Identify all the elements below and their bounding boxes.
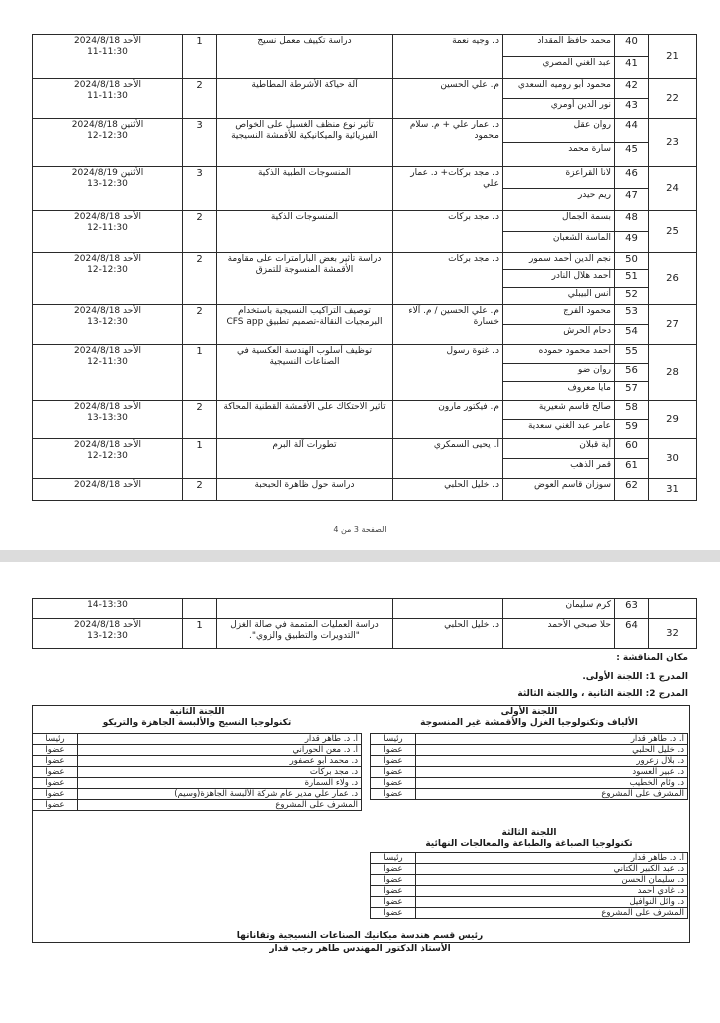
student-name: نجم الدين أحمد سمور <box>503 253 615 270</box>
member-role: عضواً <box>33 789 78 800</box>
group-number: 24 <box>649 167 697 211</box>
student-number: 61 <box>615 458 649 478</box>
student-number: 48 <box>615 211 649 232</box>
date-time <box>33 619 183 649</box>
committee-number: 2 <box>183 400 217 438</box>
group-number: 22 <box>649 79 697 119</box>
member-name: المشرف على المشروع <box>416 789 688 800</box>
student-number: 50 <box>615 253 649 270</box>
hall-1: المدرج 1: اللجنة الأولى. <box>582 672 688 682</box>
group-number: 30 <box>649 438 697 478</box>
committee-member-row <box>33 778 362 789</box>
committee-number: 3 <box>183 167 217 211</box>
group-number: 31 <box>649 478 697 500</box>
member-role: عضواً <box>33 767 78 778</box>
member-role: عضواً <box>371 778 416 789</box>
date: الأحد 2024/8/18 <box>74 345 141 356</box>
committee-1-table <box>370 733 688 800</box>
member-role: رئيساً <box>371 734 416 745</box>
committee-member-row <box>371 778 688 789</box>
time: 13-12:30 <box>87 631 128 641</box>
committee-number: 2 <box>183 304 217 344</box>
project-title <box>217 599 393 619</box>
member-name: أ. د. معن الحوراني <box>78 745 362 756</box>
student-name: ريم حيدر <box>503 189 615 211</box>
group-number: 23 <box>649 119 697 167</box>
member-name: أ. د. طاهر قدار <box>78 734 362 745</box>
date: الأحد 2024/8/18 <box>74 305 141 316</box>
committee-2-table <box>32 733 362 811</box>
student-number: 54 <box>615 324 649 344</box>
member-name: المشرف على المشروع <box>416 908 688 919</box>
student-name: محمد حافظ المقداد <box>503 35 615 57</box>
time: 12-11:30 <box>87 223 128 233</box>
student-name: حلا صبحي الأحمد <box>503 619 615 649</box>
student-number: 57 <box>615 382 649 401</box>
student-name: الماسة الشعبان <box>503 232 615 253</box>
student-number: 51 <box>615 270 649 287</box>
table-row <box>33 304 697 324</box>
committee-member-row <box>371 864 688 875</box>
student-number: 58 <box>615 400 649 419</box>
student-number: 40 <box>615 35 649 57</box>
supervisor: د. مجد بركات <box>393 253 503 305</box>
committee-member-row <box>371 789 688 800</box>
committee-member-row <box>33 734 362 745</box>
supervisor: د. خليل الحلبي <box>393 619 503 649</box>
schedule-table <box>32 34 697 501</box>
project-title: دراسة حول ظاهرة الحبحبة <box>217 478 393 500</box>
date: الأثنين 2024/8/19 <box>71 168 144 178</box>
student-name: دحام الحرش <box>503 324 615 344</box>
date: الأحد 2024/8/18 <box>74 401 141 412</box>
member-name: د. عبير العسود <box>416 767 688 778</box>
committee-member-row <box>33 745 362 756</box>
date: الأحد 2024/8/18 <box>74 254 141 264</box>
date: الأحد 2024/8/18 <box>74 36 141 46</box>
date-time <box>33 35 183 79</box>
student-number: 49 <box>615 232 649 253</box>
student-number: 52 <box>615 287 649 304</box>
page-number: الصفحة 3 من 4 <box>333 525 387 534</box>
member-name: د. ولاء السمارة <box>78 778 362 789</box>
student-number: 56 <box>615 363 649 382</box>
member-role: عضواً <box>33 745 78 756</box>
committee-member-row <box>371 745 688 756</box>
member-name: د. وئام الخطيب <box>416 778 688 789</box>
table-row <box>33 79 697 99</box>
table-row <box>33 253 697 270</box>
member-name: د. غادي أحمد <box>416 886 688 897</box>
committee-3-heading: اللجنة الثالثة تكنولوجيا الصباغة والطباعة والمعالجات النهائية <box>425 828 633 849</box>
schedule-table-continued <box>32 598 697 649</box>
date-time <box>33 119 183 167</box>
student-number: 47 <box>615 189 649 211</box>
committee-number: 1 <box>183 619 217 649</box>
committee-number: 2 <box>183 79 217 119</box>
student-name: أحمد محمود حموده <box>503 344 615 363</box>
member-name: د. خليل الحلبي <box>416 745 688 756</box>
time: 13-13:30 <box>87 412 128 423</box>
member-role: عضواً <box>371 864 416 875</box>
member-name: د. عمار علي مدير عام شركة الألبسة الجاهزة(وسيم) <box>78 789 362 800</box>
table-row <box>33 619 697 649</box>
committee-3-table <box>370 852 688 919</box>
committee-member-row <box>371 767 688 778</box>
student-name: آية قبلان <box>503 438 615 458</box>
table-row <box>33 211 697 232</box>
project-title: آلة حياكة الأشرطة المطاطية <box>217 79 393 119</box>
student-name: مايا معروف <box>503 382 615 401</box>
student-number: 46 <box>615 167 649 189</box>
student-number: 42 <box>615 79 649 99</box>
date-time <box>33 79 183 119</box>
member-name: د. محمد أبو عصفور <box>78 756 362 767</box>
student-number: 59 <box>615 419 649 438</box>
student-name: صالح قاسم شعيرية <box>503 400 615 419</box>
time: 11-11:30 <box>87 47 128 57</box>
student-number: 44 <box>615 119 649 143</box>
member-name: أ. د. طاهر قدار <box>416 853 688 864</box>
table-row <box>33 167 697 189</box>
date-time <box>33 253 183 305</box>
member-role: عضواً <box>371 897 416 908</box>
supervisor: د. غنوة رسول <box>393 344 503 400</box>
student-name: أنس البيبلي <box>503 287 615 304</box>
project-title: تأثير نوع منظف الغسيل على الخواص الفيزيائية والميكانيكية للأقمشة النسيجية <box>217 119 393 167</box>
committee-member-row <box>33 756 362 767</box>
date: الأحد 2024/8/18 <box>74 620 141 630</box>
committee-2-heading: اللجنة الثانية تكنولوجيا النسيج والألبسة الجاهزة والتريكو <box>102 707 292 728</box>
committee-number: 2 <box>183 253 217 305</box>
date-time <box>33 438 183 478</box>
student-name: لانا القراعزة <box>503 167 615 189</box>
student-number: 53 <box>615 304 649 324</box>
committee-member-row <box>33 800 362 811</box>
member-role: عضواً <box>33 756 78 767</box>
student-name: روان عقل <box>503 119 615 143</box>
supervisor: د. مجد بركات <box>393 211 503 253</box>
group-number: 27 <box>649 304 697 344</box>
table-row <box>33 599 697 619</box>
student-name: روان ضو <box>503 363 615 382</box>
student-number: 62 <box>615 478 649 500</box>
member-name: د. وائل النوافيل <box>416 897 688 908</box>
member-role: عضواً <box>371 886 416 897</box>
student-name: سارة محمد <box>503 143 615 167</box>
time: 12-12:30 <box>87 131 128 141</box>
table-row <box>33 400 697 419</box>
member-name: المشرف على المشروع <box>78 800 362 811</box>
date: الأثنين 2024/8/18 <box>71 120 144 130</box>
signature-title: رئيس قسم هندسة ميكانيك الصناعات النسيجية وتقاناتها <box>236 931 484 941</box>
supervisor: م. فيكتور مارون <box>393 400 503 438</box>
project-title: تأثير الاحتكاك على الأقمشة القطنية المحاكة <box>217 400 393 438</box>
committee-member-row <box>371 853 688 864</box>
date-time <box>33 211 183 253</box>
member-role: عضواً <box>371 908 416 919</box>
member-role: عضواً <box>371 789 416 800</box>
date: الأحد 2024/8/18 <box>74 212 141 222</box>
member-name: د. عبد الكبير الكتاني <box>416 864 688 875</box>
committee-member-row <box>33 789 362 800</box>
committee-number: 2 <box>183 478 217 500</box>
supervisor: م. علي الحسين / م. آلاء خسارة <box>393 304 503 344</box>
member-role: عضواً <box>371 745 416 756</box>
supervisor: أ. يحيى السمكري <box>393 438 503 478</box>
hall-2: المدرج 2: اللجنة الثانية ، واللجنة الثالثة <box>517 689 688 699</box>
student-number: 41 <box>615 57 649 79</box>
student-number: 45 <box>615 143 649 167</box>
signature-name: الأستاذ الدكتور المهندس طاهر رجب قدار <box>269 944 451 954</box>
student-name: محمود أبو روميه السعدي <box>503 79 615 99</box>
supervisor: م. علي الحسين <box>393 79 503 119</box>
supervisor: د. عمار علي + م. سلام محمود <box>393 119 503 167</box>
date-time <box>33 304 183 344</box>
time: 12-11:30 <box>87 356 128 367</box>
group-number: 32 <box>649 619 697 649</box>
committee-1-heading: اللجنة الأولى الألياف وتكنولوجيا الغزل والأقمشة غير المنسوجة <box>420 707 638 728</box>
member-name: د. بلال زعرور <box>416 756 688 767</box>
project-title: دراسة العمليات المتممة في صالة الغزل "التدويرات والتطبيق والزوي". <box>217 619 393 649</box>
project-title: المنسوجات الذكية <box>217 211 393 253</box>
committee-member-row <box>371 734 688 745</box>
table-row <box>33 119 697 143</box>
date-time <box>33 167 183 211</box>
date-time <box>33 400 183 438</box>
student-number: 63 <box>615 599 649 619</box>
date: الأحد 2024/8/18 <box>74 80 141 90</box>
time: 13-12:30 <box>87 179 128 189</box>
student-name: كرم سليمان <box>503 599 615 619</box>
student-name: عامر عبد الغني سعدية <box>503 419 615 438</box>
member-role: عضواً <box>33 800 78 811</box>
committee-number: 1 <box>183 438 217 478</box>
student-name: نور الدين أومري <box>503 99 615 119</box>
schedule-page-4 <box>0 562 720 1023</box>
supervisor: د. مجد بركات+ د. عمار علي <box>393 167 503 211</box>
student-name: محمود الفرج <box>503 304 615 324</box>
project-title: دراسة تأثير بعض البارامترات على مقاومة الأقمشة المنسوجة للتمزق <box>217 253 393 305</box>
committee-member-row <box>371 897 688 908</box>
committee-member-row <box>371 756 688 767</box>
time: 11-11:30 <box>87 91 128 101</box>
student-number: 43 <box>615 99 649 119</box>
student-name: أحمد هلال النادر <box>503 270 615 287</box>
supervisor <box>393 599 503 619</box>
member-role: رئيساً <box>371 853 416 864</box>
date-time <box>33 599 183 619</box>
project-title: توصيف التراكيب النسيجية باستخدام البرمجيات النقالة-تصميم تطبيق CFS app <box>217 304 393 344</box>
committee-number: 1 <box>183 344 217 400</box>
committee-member-row <box>371 886 688 897</box>
member-name: أ. د. طاهر قدار <box>416 734 688 745</box>
member-name: د. مجد بركات <box>78 767 362 778</box>
member-name: د. سليمان الحسن <box>416 875 688 886</box>
committee-number: 1 <box>183 35 217 79</box>
supervisor: د. وجيه نعمة <box>393 35 503 79</box>
student-name: عبد الغني المصري <box>503 57 615 79</box>
project-title: توظيف أسلوب الهندسة العكسية في الصناعات النسيجية <box>217 344 393 400</box>
time: 14-13:30 <box>87 600 128 610</box>
student-name: بسمة الجمال <box>503 211 615 232</box>
table-row <box>33 478 697 500</box>
time: 13-12:30 <box>87 316 128 327</box>
committee-number: 2 <box>183 211 217 253</box>
student-number: 60 <box>615 438 649 458</box>
project-title: دراسة تكييف معمل نسيج <box>217 35 393 79</box>
group-number: 29 <box>649 400 697 438</box>
date: الأحد 2024/8/18 <box>74 439 141 450</box>
table-row <box>33 35 697 57</box>
member-role: عضواً <box>371 875 416 886</box>
project-title: تطورات آلة البرم <box>217 438 393 478</box>
student-name: سوزان قاسم العوض <box>503 478 615 500</box>
member-role: عضواً <box>33 778 78 789</box>
member-role: عضواً <box>371 756 416 767</box>
page-separator <box>0 550 720 562</box>
committee-number <box>183 599 217 619</box>
group-number: 21 <box>649 35 697 79</box>
committee-member-row <box>371 908 688 919</box>
committee-member-row <box>33 767 362 778</box>
table-row <box>33 438 697 458</box>
time: 12-12:30 <box>87 450 128 461</box>
date-time <box>33 478 183 500</box>
group-number <box>649 599 697 619</box>
date: الأحد 2024/8/18 <box>74 479 141 490</box>
student-number: 64 <box>615 619 649 649</box>
committee-member-row <box>371 875 688 886</box>
table-row <box>33 344 697 363</box>
group-number: 28 <box>649 344 697 400</box>
committee-number: 3 <box>183 119 217 167</box>
supervisor: د. خليل الحلبي <box>393 478 503 500</box>
member-role: رئيساً <box>33 734 78 745</box>
project-title: المنسوجات الطبية الذكية <box>217 167 393 211</box>
date-time <box>33 344 183 400</box>
student-name: قمر الذهب <box>503 458 615 478</box>
group-number: 26 <box>649 253 697 305</box>
student-number: 55 <box>615 344 649 363</box>
time: 12-12:30 <box>87 265 128 275</box>
venue-label: مكان المناقشة : <box>616 653 688 663</box>
group-number: 25 <box>649 211 697 253</box>
member-role: عضواً <box>371 767 416 778</box>
